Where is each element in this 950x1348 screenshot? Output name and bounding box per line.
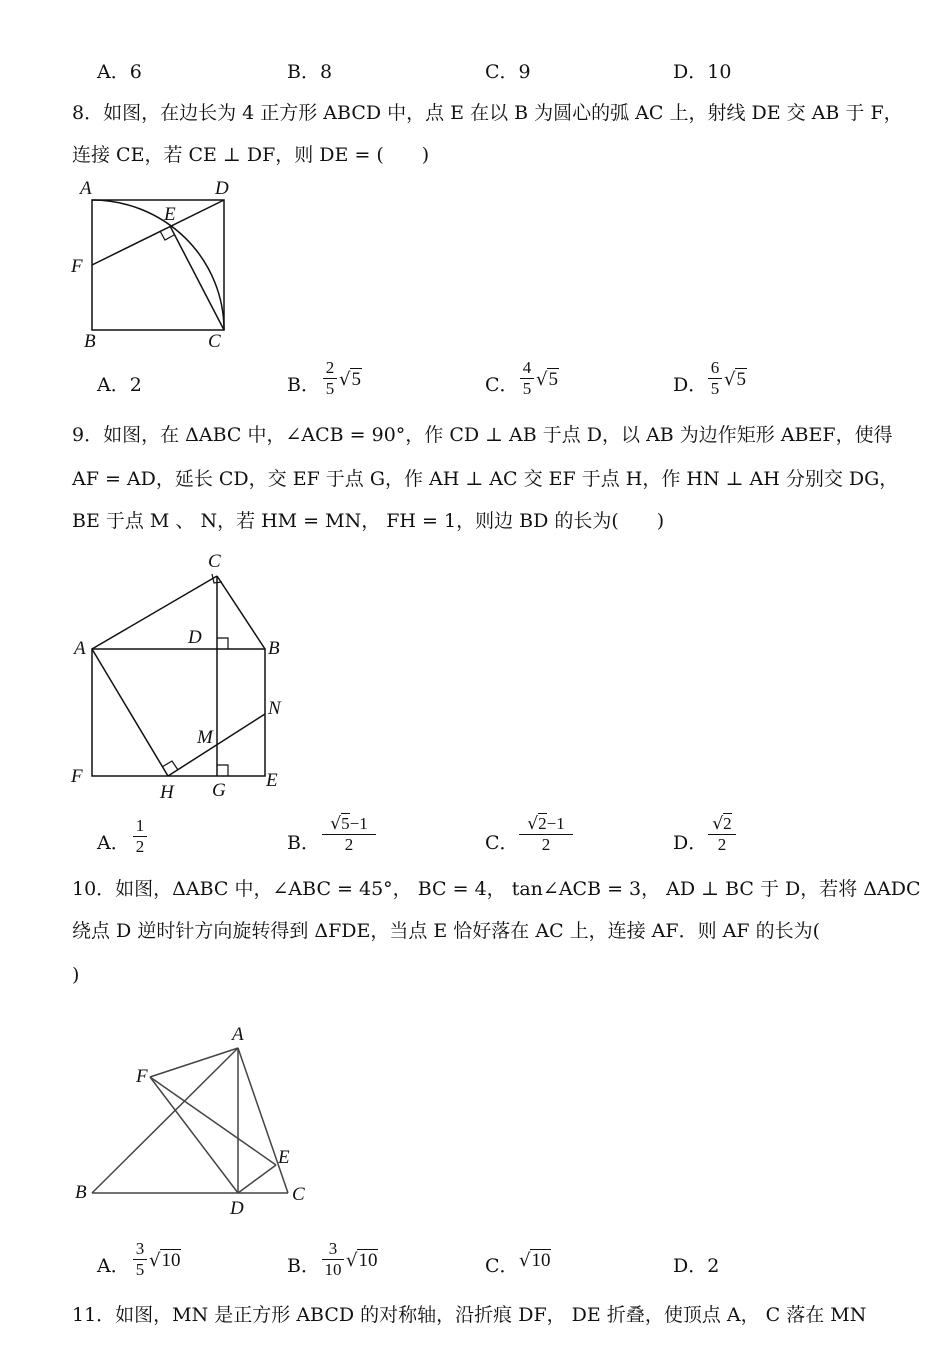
q8-label-e: E (164, 204, 176, 225)
q9-line-ah (92, 649, 168, 776)
q10-label-b: B (75, 1182, 87, 1203)
q9-label-d: D (188, 627, 202, 648)
q10-option-a-fraction: 3 5 (133, 1240, 147, 1279)
q11-stem-line1: 11．如图，MN 是正方形 ABCD 的对称轴，沿折痕 DF， DE 折叠，使顶点 A， C 落在 MN (72, 1304, 867, 1326)
q10-stem-line2: 绕点 D 逆时针方向旋转得到 ΔFDE，当点 E 恰好落在 AC 上，连接 AF．则 AF 的长为( (72, 920, 820, 942)
q8-option-b-prefix: B． (287, 374, 320, 396)
q10-label-a: A (232, 1024, 244, 1045)
q8-stem-line1: 8．如图，在边长为 4 正方形 ABCD 中，点 E 在以 B 为圆心的弧 AC 上，射线 DE 交 AB 于 F， (72, 102, 903, 124)
q8-line-ce (170, 226, 224, 330)
q10-option-c-radical: √10 (519, 1250, 551, 1271)
q10-label-f: F (136, 1066, 148, 1087)
q10-line-fa (150, 1048, 238, 1077)
q10-figure (60, 1020, 320, 1220)
q9-stem-line1: 9．如图，在 ΔABC 中，∠ACB = 90°，作 CD ⊥ AB 于点 D，以 AB 为边作矩形 ABEF，使得 (72, 424, 893, 446)
q8-stem-line2: 连接 CE，若 CE ⊥ DF，则 DE = ( ) (72, 144, 430, 166)
q10-line-ba (92, 1048, 238, 1193)
q10-option-b-fraction: 3 10 (322, 1240, 344, 1279)
q8-option-d-radical: √5 (724, 369, 746, 390)
q9-label-n: N (268, 698, 281, 719)
q9-label-h: H (160, 782, 174, 803)
q7-option-b: B．8 (287, 61, 333, 83)
q8-option-c-fraction: 4 5 (520, 359, 534, 398)
q9-option-c-fraction: √2−1 2 (519, 815, 573, 854)
q8-label-d: D (215, 178, 229, 199)
q8-option-d-fraction: 6 5 (708, 359, 722, 398)
q10-option-c-prefix: C． (485, 1255, 519, 1277)
q8-option-d-prefix: D． (673, 374, 708, 396)
q9-label-g: G (212, 780, 226, 801)
q9-option-d-prefix: D． (673, 832, 708, 854)
q9-right-angle-d (217, 638, 228, 649)
q10-option-b-radical: √10 (346, 1250, 378, 1271)
q8-right-angle-mark (160, 231, 174, 240)
q10-option-a-prefix: A． (97, 1255, 130, 1277)
q10-label-e: E (278, 1147, 290, 1168)
q9-label-f: F (71, 766, 83, 787)
q9-right-angle-g (217, 765, 228, 776)
q8-arc (92, 200, 224, 330)
q9-label-e: E (266, 770, 278, 791)
q8-option-c-prefix: C． (485, 374, 519, 396)
q9-label-a: A (74, 638, 86, 659)
q10-stem-line3: ) (72, 964, 80, 986)
q9-rect-abef (92, 649, 265, 776)
q10-label-c: C (292, 1184, 305, 1205)
q8-figure (60, 172, 260, 354)
q8-option-b-num: 2 (325, 358, 335, 377)
q10-line-fe (150, 1077, 276, 1165)
q8-option-a: A．2 (97, 374, 142, 396)
q8-option-b-den: 5 (325, 379, 335, 398)
q10-option-d: D．2 (673, 1255, 720, 1277)
q9-stem-line3: BE 于点 M 、 N，若 HM = MN， FH = 1，则边 BD 的长为( ) (72, 510, 665, 532)
q10-line-fd (150, 1077, 238, 1193)
q9-option-d-fraction: √2 2 (708, 815, 736, 854)
q8-option-b-radical: √5 (339, 369, 361, 390)
q9-label-m: M (197, 727, 213, 748)
q8-option-c-radical: √5 (536, 369, 558, 390)
q8-square (92, 200, 224, 330)
q8-label-a: A (80, 178, 92, 199)
q10-option-b-prefix: B． (287, 1255, 320, 1277)
q9-option-a-prefix: A． (97, 832, 130, 854)
q8-line-df (92, 200, 224, 265)
q10-option-a-radical: √10 (149, 1250, 181, 1271)
q10-line-ac (238, 1048, 288, 1193)
q9-label-b: B (268, 638, 280, 659)
q9-option-b-prefix: B． (287, 832, 320, 854)
q10-stem-line1: 10．如图，ΔABC 中，∠ABC = 45°， BC = 4， tan∠ACB = 3， AD ⊥ BC 于 D，若将 ΔADC (72, 878, 921, 900)
q9-option-b-fraction: √5−1 2 (322, 815, 376, 854)
q8-label-f: F (71, 256, 83, 277)
q7-option-c: C．9 (485, 61, 531, 83)
q7-option-a: A．6 (97, 61, 142, 83)
q9-option-a-fraction: 1 2 (133, 817, 147, 856)
q9-option-c-prefix: C． (485, 832, 519, 854)
q10-label-d: D (230, 1198, 244, 1219)
q9-stem-line2: AF = AD，延长 CD，交 EF 于点 G，作 AH ⊥ AC 交 EF 于点 H，作 HN ⊥ AH 分别交 DG， (72, 468, 899, 490)
q8-option-b-fraction (323, 359, 337, 398)
q8-label-c: C (208, 331, 221, 352)
q9-figure (60, 545, 300, 805)
q9-label-c: C (208, 551, 221, 572)
q10-line-de (238, 1165, 276, 1193)
q7-option-d: D．10 (673, 61, 732, 83)
q8-label-b: B (84, 331, 96, 352)
